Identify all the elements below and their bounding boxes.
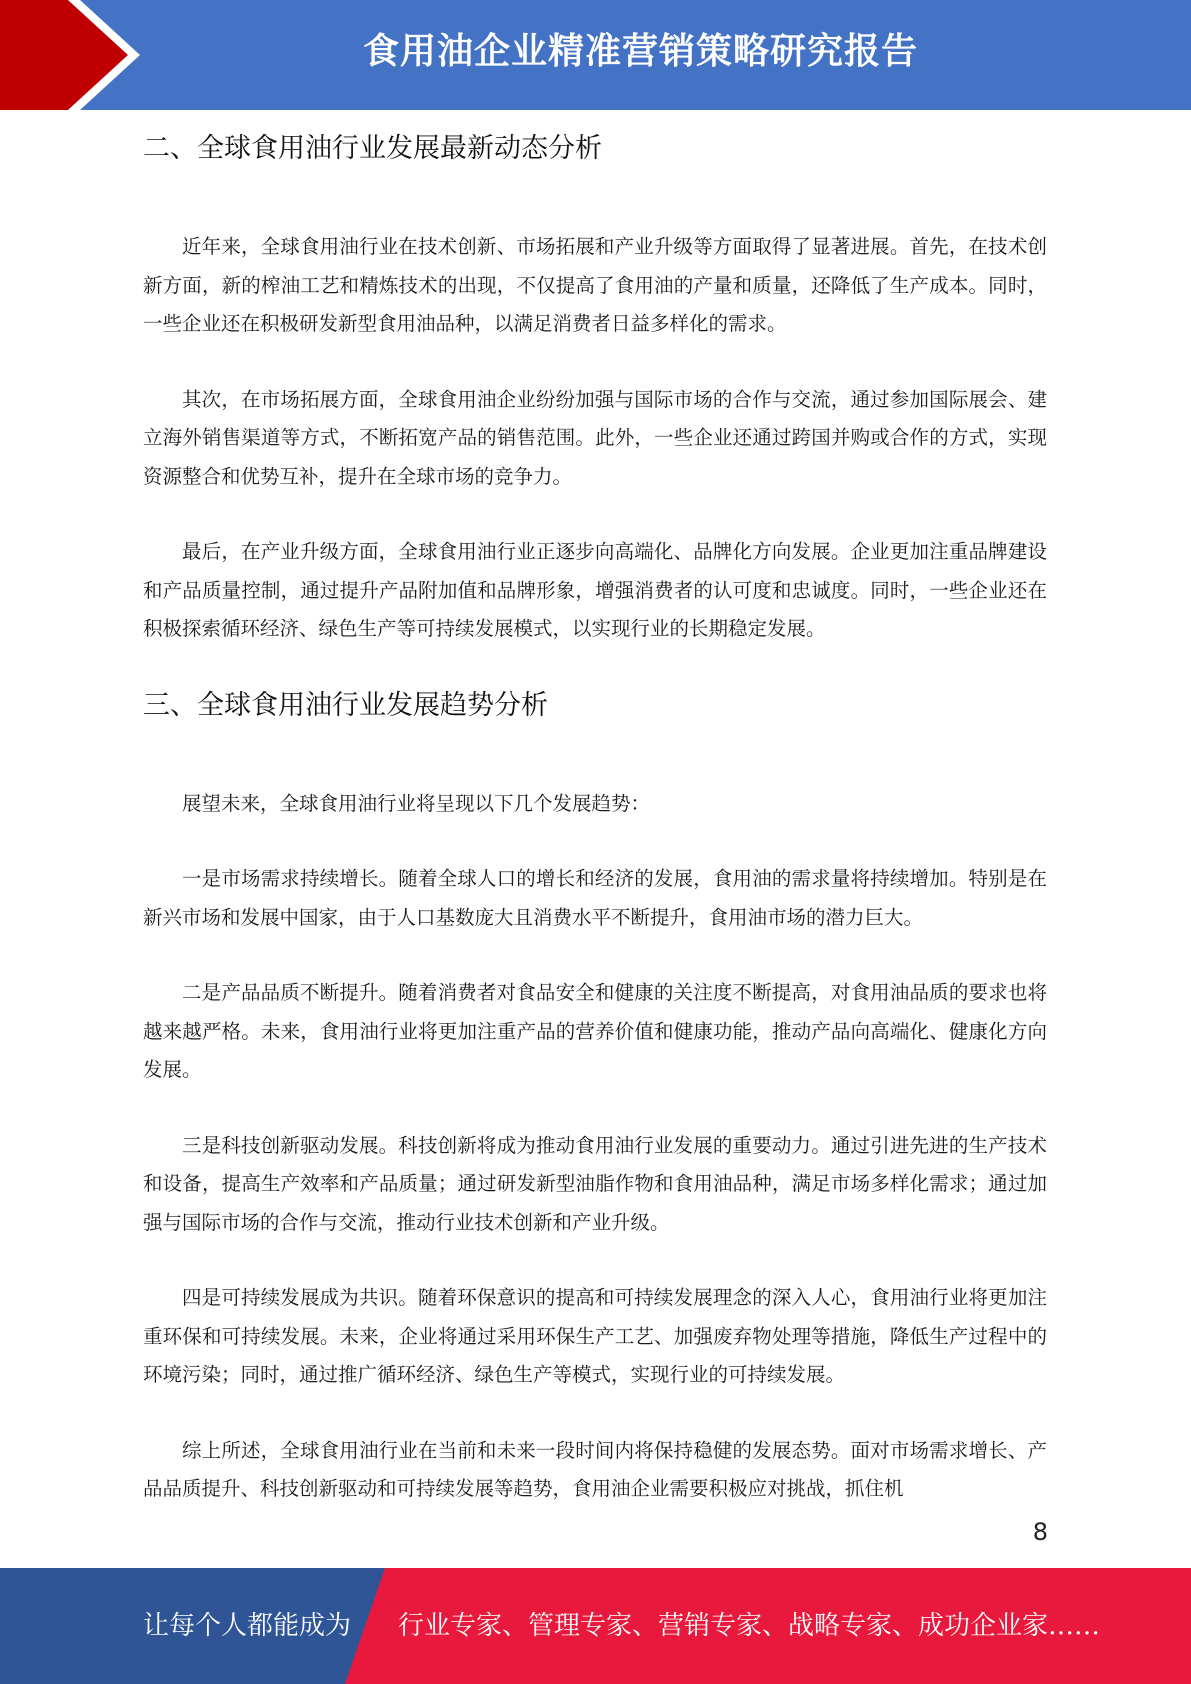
- paragraph: 一是市场需求持续增长。随着全球人口的增长和经济的发展，食用油的需求量将持续增加。特别是在新兴市场和发展中国家，由于人口基数庞大且消费水平不断提升，食用油市场的潜力巨大。: [143, 867, 1047, 929]
- footer-banner: [0, 1568, 1191, 1684]
- header-banner: [0, 0, 1191, 110]
- page-number: 8: [1032, 1518, 1048, 1546]
- paragraph: 四是可持续发展成为共识。随着环保意识的提高和可持续发展理念的深入人心，食用油行业将更加注重环保和可持续发展。未来，企业将通过采用环保生产工艺、加强废弃物处理等措施，降低生产过程中的环境污染；同时，通过推广循环经济、绿色生产等模式，实现行业的可持续发展。: [143, 1286, 1047, 1386]
- paragraph: 展望未来，全球食用油行业将呈现以下几个发展趋势：: [182, 791, 651, 815]
- footer-slogan-right: 行业专家、管理专家、营销专家、战略专家、成功企业家……: [398, 1611, 1101, 1641]
- footer-slogan-left: 让每个人都能成为: [143, 1611, 352, 1641]
- header-arrow-icon: [0, 0, 160, 110]
- paragraph: 三是科技创新驱动发展。科技创新将成为推动食用油行业发展的重要动力。通过引进先进的生产技术和设备，提高生产效率和产品质量；通过研发新型油脂作物和食用油品种，满足市场多样化需求；通过加强与国际市场的合作与交流，推动行业技术创新和产业升级。: [143, 1133, 1047, 1234]
- paragraph: 近年来，全球食用油行业在技术创新、市场拓展和产业升级等方面取得了显著进展。首先，在技术创新方面，新的榨油工艺和精炼技术的出现，不仅提高了食用油的产量和质量，还降低了生产成本。同时，一些企业还在积极研发新型食用油品种，以满足消费者日益多样化的需求。: [143, 235, 1047, 335]
- paragraph: 其次，在市场拓展方面，全球食用油企业纷纷加强与国际市场的合作与交流，通过参加国际展会、建立海外销售渠道等方式，不断拓宽产品的销售范围。此外，一些企业还通过跨国并购或合作的方式，实现资源整合和优势互补，提升在全球市场的竞争力。: [143, 387, 1047, 488]
- section-heading-trends: 三、全球食用油行业发展趋势分析: [143, 689, 548, 721]
- report-title: 食用油企业精准营销策略研究报告: [362, 31, 918, 72]
- paragraph: 二是产品品质不断提升。随着消费者对食品安全和健康的关注度不断提高，对食用油品质的要求也将越来越严格。未来，食用油行业将更加注重产品的营养价值和健康功能，推动产品向高端化、健康化方向发展。: [143, 981, 1047, 1081]
- page-content: [143, 120, 1047, 1509]
- paragraph: 综上所述，全球食用油行业在当前和未来一段时间内将保持稳健的发展态势。面对市场需求增长、产品品质提升、科技创新驱动和可持续发展等趋势，食用油企业需要积极应对挑战，抓住机: [143, 1438, 1047, 1500]
- section-heading-dynamics: 二、全球食用油行业发展最新动态分析: [143, 133, 602, 164]
- paragraph: 最后，在产业升级方面，全球食用油行业正逐步向高端化、品牌化方向发展。企业更加注重品牌建设和产品质量控制，通过提升产品附加值和品牌形象，增强消费者的认可度和忠诚度。同时，一些企业还在积极探索循环经济、绿色生产等可持续发展模式，以实现行业的长期稳定发展。: [143, 540, 1047, 640]
